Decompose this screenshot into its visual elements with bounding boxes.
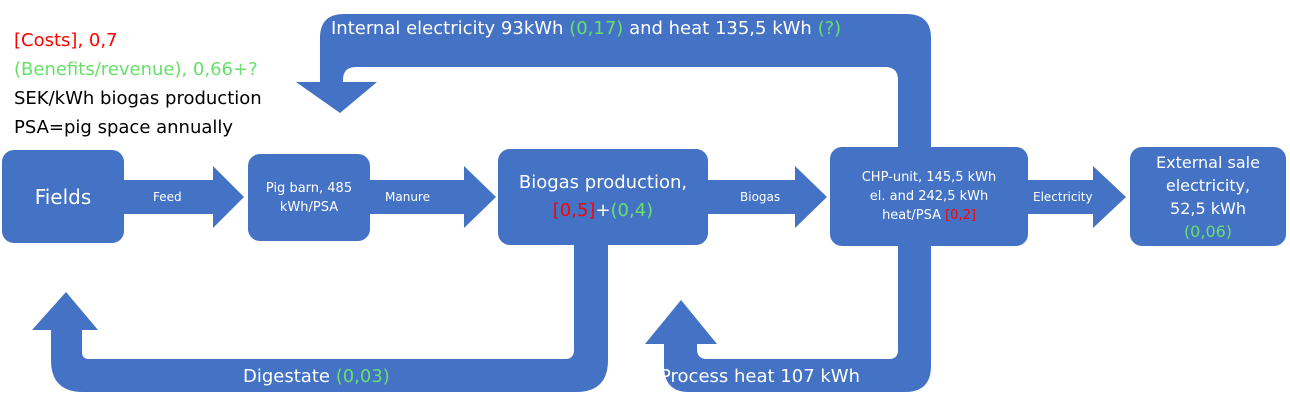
external-line2: electricity, [1165,175,1251,195]
pig-barn-line1: Pig barn, 485 [265,180,353,196]
external-line1: External sale [1156,152,1260,172]
internal-electricity-label [331,18,841,39]
external-benefit: (0,06) [1183,221,1233,241]
legend-unit: SEK/kWh biogas production [14,88,262,109]
external-sale-box [1130,147,1286,246]
legend-costs: [Costs], 0,7 [14,30,118,51]
internal-unknown: (?) [817,18,842,39]
chp-line1: CHP-unit, 145,5 kWh [861,170,997,185]
chp-unit-box [830,147,1028,246]
biogas-benefit: (0,4) [610,200,654,221]
legend [14,26,262,142]
biogas-cost: [0,5] [552,200,596,221]
chp-line2: el. and 242,5 kWh [869,189,989,204]
chp-cost: [0,2] [945,208,976,223]
feed-arrow [124,166,244,228]
chp-line3: heat/PSA [882,208,941,223]
internal-mid: and heat 135,5 kWh [629,18,812,39]
legend-psa: PSA=pig space annually [14,117,234,138]
biogas-flow-label: Biogas [740,190,781,204]
feed-label: Feed [153,190,182,204]
fields-box [2,150,124,243]
digestate-benefit: (0,03) [335,366,390,387]
fields-label: Fields [34,184,92,209]
legend-benefits: (Benefits/revenue), 0,66+? [14,59,258,80]
external-line3: 52,5 kWh [1170,198,1246,218]
biogas-production-box [498,149,708,245]
process-heat-label: Process heat 107 kWh [660,366,861,387]
internal-text: Internal electricity 93kWh [331,18,564,39]
digestate-label [243,366,390,387]
internal-benefit: (0,17) [569,18,624,39]
biogas-production-title: Biogas production, [518,172,688,193]
manure-label: Manure [385,190,430,204]
biogas-plus: + [595,200,611,221]
pig-barn-box [248,154,370,241]
pig-barn-line2: kWh/PSA [279,199,339,215]
digestate-text: Digestate [243,366,330,387]
electricity-label: Electricity [1033,190,1093,204]
